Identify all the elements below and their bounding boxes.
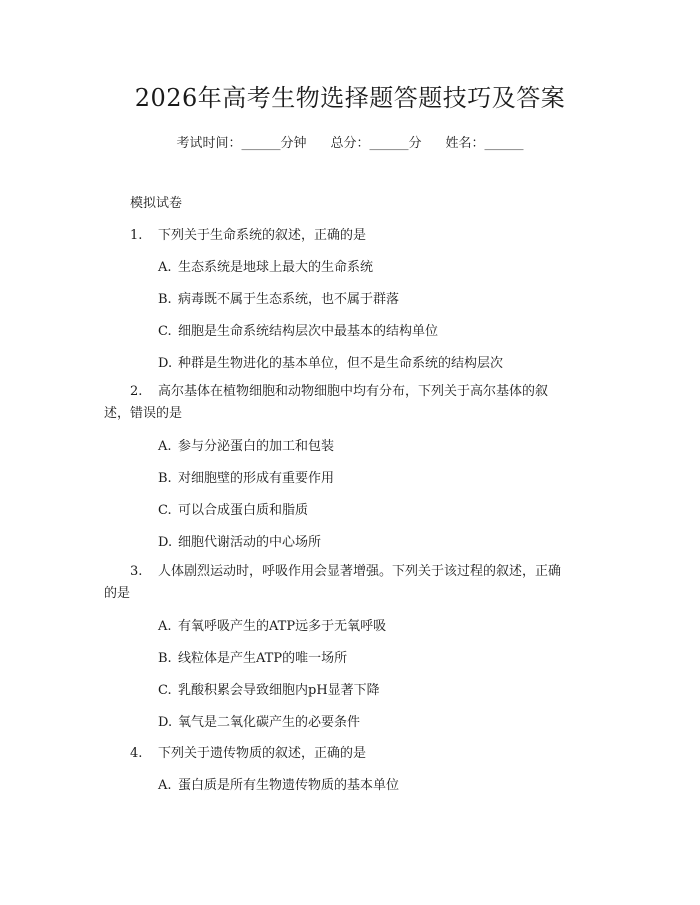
option-text: 病毒既不属于生态系统，也不属于群落 bbox=[178, 292, 400, 307]
option-text: 蛋白质是所有生物遗传物质的基本单位 bbox=[178, 778, 400, 793]
option-text: 有氧呼吸产生的ATP远多于无氧呼吸 bbox=[178, 619, 387, 634]
question-text: 下列关于遗传物质的叙述，正确的是 bbox=[158, 746, 367, 761]
option-letter: A. bbox=[158, 778, 172, 793]
option-letter: B. bbox=[158, 292, 172, 307]
question-2 bbox=[104, 381, 564, 425]
exam-info-line bbox=[0, 132, 700, 151]
score-label: 总分： bbox=[330, 136, 370, 151]
question-number: 2. bbox=[130, 384, 143, 399]
question-number: 1. bbox=[130, 228, 143, 243]
option-letter: D. bbox=[158, 535, 173, 550]
option-2a bbox=[158, 435, 334, 454]
option-1b bbox=[158, 288, 399, 307]
option-text: 线粒体是产生ATP的唯一场所 bbox=[178, 651, 348, 666]
option-text: 氧气是二氧化碳产生的必要条件 bbox=[178, 715, 361, 730]
option-2d bbox=[158, 531, 321, 550]
option-text: 可以合成蛋白质和脂质 bbox=[178, 503, 309, 518]
time-unit: 分钟 bbox=[280, 136, 307, 151]
question-3 bbox=[104, 561, 564, 605]
question-number: 4. bbox=[130, 746, 143, 761]
option-letter: B. bbox=[158, 651, 172, 666]
option-1a bbox=[158, 256, 373, 275]
option-text: 生态系统是地球上最大的生命系统 bbox=[178, 260, 374, 275]
option-3a bbox=[158, 615, 386, 634]
section-heading: 模拟试卷 bbox=[130, 196, 183, 211]
name-field bbox=[446, 132, 524, 151]
time-label: 考试时间： bbox=[176, 136, 242, 151]
option-1d bbox=[158, 352, 503, 371]
option-letter: A. bbox=[158, 439, 172, 454]
score-unit: 分 bbox=[408, 136, 422, 151]
option-letter: B. bbox=[158, 471, 172, 486]
option-letter: C. bbox=[158, 324, 172, 339]
name-label: 姓名： bbox=[445, 136, 485, 151]
question-4 bbox=[130, 742, 366, 761]
option-text: 对细胞壁的形成有重要作用 bbox=[178, 471, 335, 486]
time-blank: ______ bbox=[241, 136, 281, 151]
page-title: 2026年高考生物选择题答题技巧及答案 bbox=[134, 84, 566, 112]
option-letter: D. bbox=[158, 715, 173, 730]
question-number: 3. bbox=[130, 564, 143, 579]
option-text: 细胞代谢活动的中心场所 bbox=[178, 535, 322, 550]
option-3d bbox=[158, 711, 360, 730]
option-2b bbox=[158, 467, 334, 486]
option-text: 细胞是生命系统结构层次中最基本的结构单位 bbox=[178, 324, 439, 339]
question-1 bbox=[130, 224, 366, 243]
option-text: 参与分泌蛋白的加工和包装 bbox=[178, 439, 335, 454]
option-letter: D. bbox=[158, 356, 173, 371]
option-3b bbox=[158, 647, 347, 666]
question-text: 高尔基体在植物细胞和动物细胞中均有分布，下列关于高尔基体的叙述，错误的是 bbox=[104, 384, 549, 421]
name-blank: ______ bbox=[484, 136, 524, 151]
question-text: 下列关于生命系统的叙述，正确的是 bbox=[158, 228, 367, 243]
option-letter: C. bbox=[158, 503, 172, 518]
option-text: 乳酸积累会导致细胞内pH显著下降 bbox=[178, 683, 380, 698]
time-field bbox=[176, 132, 306, 151]
option-letter: A. bbox=[158, 260, 172, 275]
option-4a bbox=[158, 774, 399, 793]
option-letter: C. bbox=[158, 683, 172, 698]
score-field bbox=[330, 132, 421, 151]
score-blank: ______ bbox=[369, 136, 409, 151]
option-2c bbox=[158, 499, 308, 518]
option-1c bbox=[158, 320, 438, 339]
question-text: 人体剧烈运动时，呼吸作用会显著增强。下列关于该过程的叙述，正确的是 bbox=[104, 564, 562, 601]
option-text: 种群是生物进化的基本单位，但不是生命系统的结构层次 bbox=[178, 356, 504, 371]
option-letter: A. bbox=[158, 619, 172, 634]
option-3c bbox=[158, 679, 380, 698]
